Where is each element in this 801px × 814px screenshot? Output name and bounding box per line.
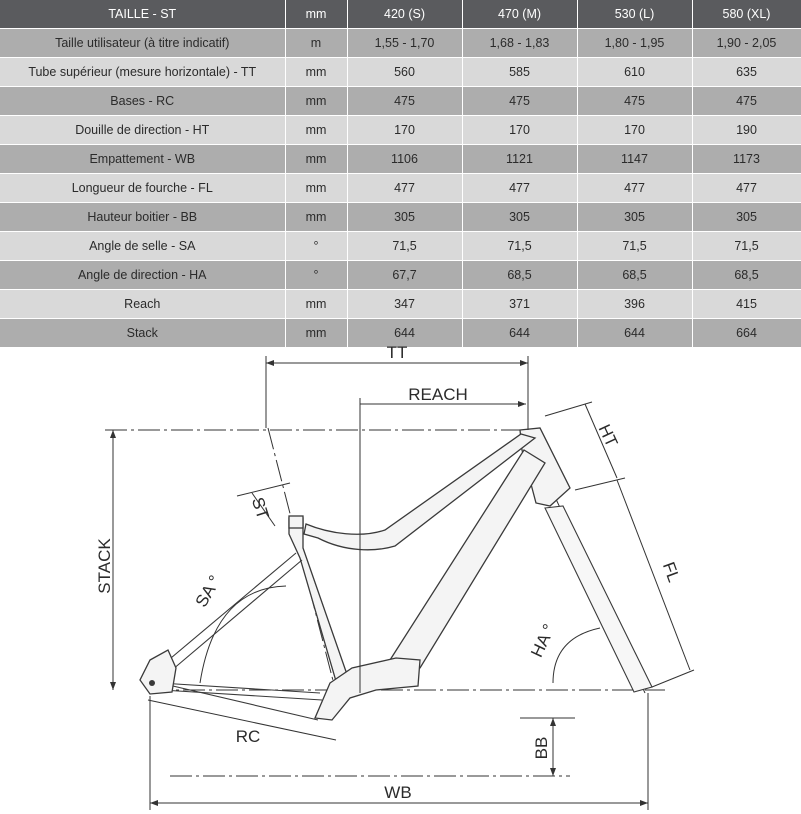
cell-size-s: 71,5 [347, 232, 462, 261]
cell-unit: mm [285, 87, 347, 116]
header-unit: mm [285, 0, 347, 29]
label-tt: TT [386, 343, 408, 362]
cell-label: Tube supérieur (mesure horizontale) - TT [0, 58, 285, 87]
table-row [0, 290, 801, 319]
cell-size-s: 477 [347, 174, 462, 203]
cell-unit: mm [285, 116, 347, 145]
cell-size-l: 305 [577, 203, 692, 232]
cell-label: Angle de direction - HA [0, 261, 285, 290]
table-row [0, 261, 801, 290]
cell-size-s: 1,55 - 1,70 [347, 29, 462, 58]
cell-label: Douille de direction - HT [0, 116, 285, 145]
label-rc: RC [235, 727, 261, 746]
table-row [0, 174, 801, 203]
table-body [0, 29, 801, 348]
seat-stay [165, 553, 296, 663]
bike-geometry-diagram [0, 338, 801, 814]
cell-size-l: 475 [577, 87, 692, 116]
cell-size-s: 170 [347, 116, 462, 145]
cell-size-m: 477 [462, 174, 577, 203]
cell-size-l: 71,5 [577, 232, 692, 261]
label-st: ST [247, 495, 273, 522]
cell-size-xl: 475 [692, 87, 801, 116]
header-size-l: 530 (L) [577, 0, 692, 29]
cell-label: Empattement - WB [0, 145, 285, 174]
table-row [0, 58, 801, 87]
label-ht: HT [594, 421, 622, 450]
cell-unit: ° [285, 232, 347, 261]
cell-label: Taille utilisateur (à titre indicatif) [0, 29, 285, 58]
cell-label: Hauteur boitier - BB [0, 203, 285, 232]
cell-unit: mm [285, 58, 347, 87]
cell-size-xl: 305 [692, 203, 801, 232]
header-size: TAILLE - ST [0, 0, 285, 29]
cell-size-m: 475 [462, 87, 577, 116]
cell-unit: mm [285, 145, 347, 174]
cell-size-m: 644 [462, 319, 577, 348]
label-ha: HA ° [527, 621, 559, 661]
cell-size-m: 371 [462, 290, 577, 319]
cell-size-l: 396 [577, 290, 692, 319]
cell-size-m: 1121 [462, 145, 577, 174]
cell-size-xl: 415 [692, 290, 801, 319]
cell-size-l: 477 [577, 174, 692, 203]
table-header-row [0, 0, 801, 29]
table-row [0, 203, 801, 232]
cell-size-xl: 68,5 [692, 261, 801, 290]
cell-unit: m [285, 29, 347, 58]
table-row [0, 29, 801, 58]
cell-size-m: 585 [462, 58, 577, 87]
cell-size-s: 1106 [347, 145, 462, 174]
rear-axle [149, 680, 155, 686]
seat-clamp [289, 516, 303, 528]
motor-housing [315, 658, 420, 720]
cell-size-l: 1147 [577, 145, 692, 174]
cell-size-s: 305 [347, 203, 462, 232]
cell-size-m: 71,5 [462, 232, 577, 261]
cell-unit: mm [285, 290, 347, 319]
cell-size-l: 610 [577, 58, 692, 87]
label-stack: STACK [95, 538, 114, 594]
geometry-table [0, 0, 801, 348]
cell-label: Stack [0, 319, 285, 348]
cell-size-m: 68,5 [462, 261, 577, 290]
cell-unit: mm [285, 174, 347, 203]
header-size-xl: 580 (XL) [692, 0, 801, 29]
table-row [0, 232, 801, 261]
cell-size-l: 1,80 - 1,95 [577, 29, 692, 58]
rear-dropout [140, 650, 176, 694]
cell-size-l: 170 [577, 116, 692, 145]
cell-size-xl: 1,90 - 2,05 [692, 29, 801, 58]
cell-size-xl: 190 [692, 116, 801, 145]
header-size-s: 420 (S) [347, 0, 462, 29]
label-sa: SA ° [191, 572, 225, 611]
fork [545, 506, 652, 692]
cell-size-m: 305 [462, 203, 577, 232]
cell-size-s: 475 [347, 87, 462, 116]
header-size-m: 470 (M) [462, 0, 577, 29]
cell-size-s: 644 [347, 319, 462, 348]
cell-label: Longueur de fourche - FL [0, 174, 285, 203]
cell-label: Bases - RC [0, 87, 285, 116]
cell-unit: mm [285, 319, 347, 348]
cell-size-s: 347 [347, 290, 462, 319]
table-row [0, 87, 801, 116]
label-wb: WB [384, 783, 412, 802]
bike-frame [140, 428, 570, 720]
cell-size-s: 560 [347, 58, 462, 87]
cell-unit: mm [285, 203, 347, 232]
cell-size-m: 170 [462, 116, 577, 145]
cell-label: Angle de selle - SA [0, 232, 285, 261]
cell-size-xl: 71,5 [692, 232, 801, 261]
label-bb: BB [532, 736, 551, 760]
cell-unit: ° [285, 261, 347, 290]
cell-size-l: 68,5 [577, 261, 692, 290]
cell-size-xl: 635 [692, 58, 801, 87]
cell-size-xl: 664 [692, 319, 801, 348]
cell-size-m: 1,68 - 1,83 [462, 29, 577, 58]
table-row [0, 116, 801, 145]
cell-size-s: 67,7 [347, 261, 462, 290]
table-row [0, 145, 801, 174]
cell-size-xl: 477 [692, 174, 801, 203]
label-reach: REACH [408, 385, 468, 404]
cell-size-l: 644 [577, 319, 692, 348]
cell-label: Reach [0, 290, 285, 319]
label-fl: FL [658, 559, 684, 585]
cell-size-xl: 1173 [692, 145, 801, 174]
